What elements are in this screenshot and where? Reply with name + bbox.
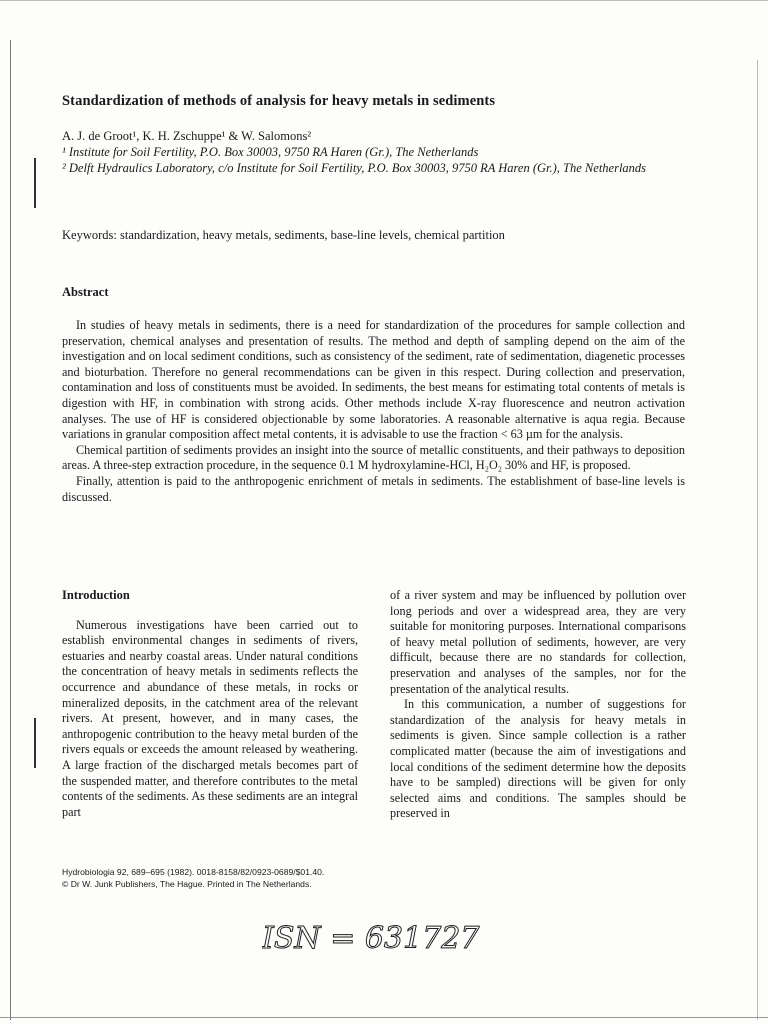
introduction-heading: Introduction xyxy=(62,588,130,602)
intro-paragraph-1: Numerous investigations have been carried out to establish environmental changes in sediments of rivers, estuaries and nearby coastal areas. Under natural conditions the concentration of heavy metals in sediments reflects the occurrence and abundance of these metals, in rocks or mineralized deposits, in the catchment area of the relevant rivers. At present, however, and in many cases, the anthropogenic contribution to the heavy metal burden of the rivers equals or exceeds the amount released by weathering. A large fraction of the discharged metals becomes part of the suspended matter, and therefore contributes to the metal contents of the sediments. As these sediments are an integral part xyxy=(62,617,358,819)
abstract-body xyxy=(62,318,685,505)
author-block xyxy=(62,128,692,176)
copyright-line: © Dr W. Junk Publishers, The Hague. Printed in The Netherlands. xyxy=(62,879,312,889)
keywords: Keywords: standardization, heavy metals, sediments, base-line levels, chemical partition xyxy=(62,228,505,242)
margin-mark-2 xyxy=(34,718,36,768)
author-list: A. J. de Groot¹, K. H. Zschuppe¹ & W. Salomons² xyxy=(62,129,312,143)
scan-edge-bottom xyxy=(0,1017,768,1018)
column-right xyxy=(390,588,686,822)
column-left xyxy=(62,588,358,820)
intro-paragraph-1-continued: of a river system and may be influenced by pollution over long periods and over a widespread area, they are very suitable for monitoring purposes. International comparisons of heavy metal pollution of sediments, however, are very difficult, because there are no standards for collection, preservation and analyses of the samples, nor for the presentation of the analytical results. xyxy=(390,588,686,696)
intro-paragraph-2: In this communication, a number of suggestions for standardization of the analysis for heavy metals in sediments is given. Since sample collection is a rather complicated matter (because the aim of investigations and local conditions of the sediment determine how the deposits have to be sampled) directions will be given for only selected aims and conditions. The samples should be preserved in xyxy=(390,697,686,821)
abstract-heading: Abstract xyxy=(62,285,109,299)
abstract-paragraph-2: Chemical partition of sediments provides an insight into the source of metallic constituents, and their pathways to deposition areas. A three-step extraction procedure, in the sequence 0.1 M hydroxylamine-HCl, H₂O₂ 30% and HF, is proposed. xyxy=(62,442,685,473)
abstract-paragraph-3: Finally, attention is paid to the anthropogenic enrichment of metals in sediments. The establishment of base-line levels is discussed. xyxy=(62,473,685,504)
citation-line: Hydrobiologia 92, 689–695 (1982). 0018-8158/82/0923-0689/$01.40. xyxy=(62,867,325,877)
handwritten-annotation xyxy=(262,908,492,956)
handwritten-text: ISN = 631727 xyxy=(262,921,480,956)
margin-mark-1 xyxy=(34,158,36,208)
scan-edge-top xyxy=(0,0,768,1)
scan-edge-left xyxy=(10,40,11,1020)
paper-title: Standardization of methods of analysis for heavy metals in sediments xyxy=(62,93,496,109)
affiliation-2: ² Delft Hydraulics Laboratory, c/o Institute for Soil Fertility, P.O. Box 30003, 9750 RA Haren (Gr.), The Netherlands xyxy=(62,161,647,175)
affiliation-1: ¹ Institute for Soil Fertility, P.O. Box 30003, 9750 RA Haren (Gr.), The Netherlands xyxy=(62,145,479,159)
footer-citation xyxy=(62,866,462,890)
abstract-paragraph-1: In studies of heavy metals in sediments, there is a need for standardization of the procedures for sample collection and preservation, chemical analyses and presentation of results. The method and depth of sampling depend on the aim of the investigation and on local sediment conditions, such as consistency of the sediment, rate of sedimentation, diagenetic processes and bioturbation. Therefore no general recommendations can be given in this respect. During collection and preservation, contamination and loss of constituents must be avoided. In sediments, the best means for estimating total contents of metals is digestion with HF, in combination with strong acids. Other methods include X-ray fluorescence and neutron activation analyses. The use of HF is considered objectionable by some laboratories. A reasonable alternative is aqua regia. Because variations in granular composition affect metal contents, it is advisable to use the fraction < 63 µm for the analysis. xyxy=(62,318,685,442)
scan-edge-right xyxy=(757,60,758,1020)
